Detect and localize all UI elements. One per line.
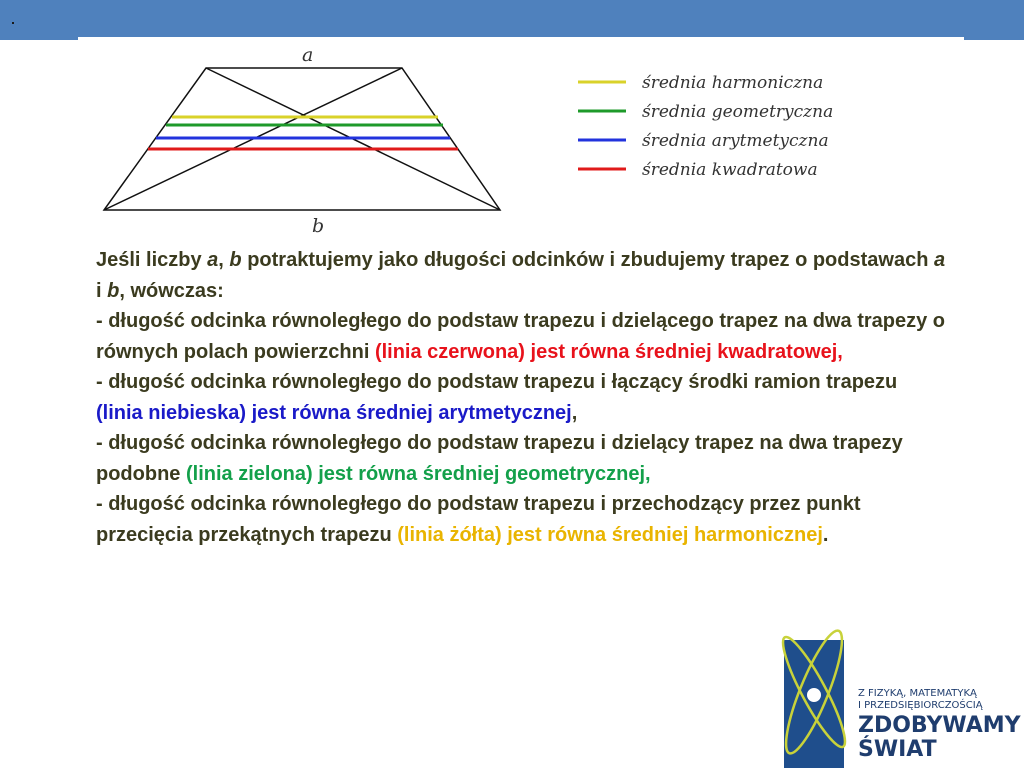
header-dot: [12, 22, 14, 24]
trapezoid-diagram: [90, 44, 890, 239]
content-strip: [78, 37, 964, 41]
paragraph-arithmetic: - długość odcinka równoległego do podstaw trapezu i łączący środki ramion trapezu (linia niebieska) jest równa średniej arytmetycznej,: [96, 371, 898, 424]
legend: [578, 73, 833, 180]
top-bar: [0, 0, 1024, 40]
logo-line-2: I PRZEDSIĘBIORCZOŚCIĄ: [858, 700, 983, 711]
legend-label-arithmetic: średnia arytmetyczna: [642, 131, 829, 151]
legend-label-harmonic: średnia harmoniczna: [642, 73, 824, 93]
legend-label-geometric: średnia geometryczna: [642, 102, 834, 122]
project-logo: [770, 620, 1024, 768]
label-a: a: [302, 44, 314, 66]
globe-icon: [806, 687, 822, 703]
logo-line-1: Z FIZYKĄ, MATEMATYKĄ: [858, 688, 977, 699]
label-b: b: [312, 215, 325, 237]
paragraph-geometric: - długość odcinka równoległego do podstaw trapezu i dzielący trapez na dwa trapezy podobne (linia zielona) jest równa średniej geometrycznej,: [96, 432, 903, 485]
paragraph-quadratic: - długość odcinka równoległego do podstaw trapezu i dzielącego trapez na dwa trapezy o równych polach powierzchni (linia czerwona) jest równa średniej kwadratowej,: [96, 310, 946, 363]
body-text: [96, 245, 946, 550]
logo-line-4: ŚWIAT: [858, 737, 937, 762]
paragraph-intro: Jeśli liczby a, b potraktujemy jako długości odcinków i zbudujemy trapez o podstawach a i b, wówczas:: [96, 249, 946, 302]
paragraph-harmonic: - długość odcinka równoległego do podstaw trapezu i przechodzący przez punkt przecięcia przekątnych trapezu (linia żółta) jest równa średniej harmonicznej.: [96, 493, 861, 546]
legend-label-quadratic: średnia kwadratowa: [642, 160, 818, 180]
logo-line-3: ZDOBYWAMY: [858, 713, 1021, 738]
